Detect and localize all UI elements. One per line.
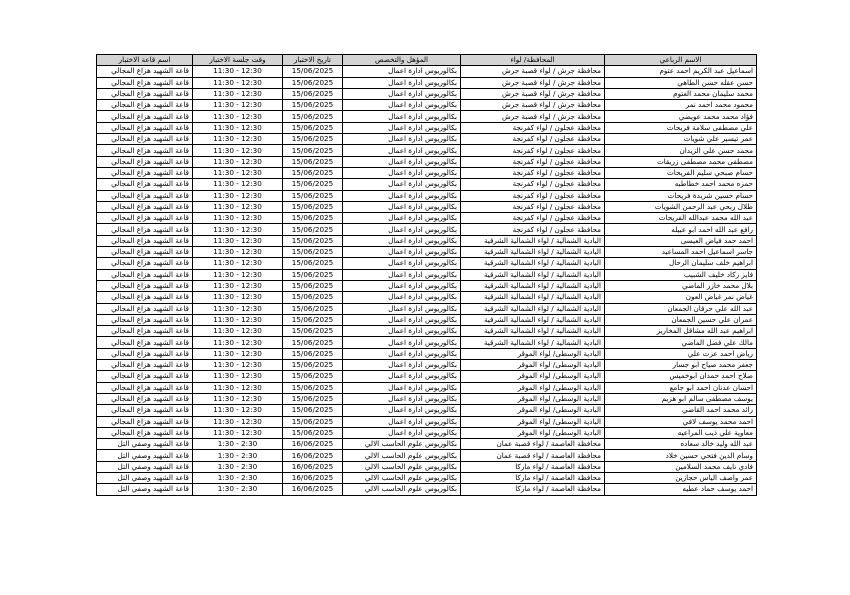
- cell-name: رافع عبد الله احمد ابو عبيله: [605, 224, 757, 235]
- cell-time: 11:30 - 12:30: [193, 224, 283, 235]
- cell-date: 15/06/2025: [283, 235, 343, 246]
- cell-date: 15/06/2025: [283, 427, 343, 438]
- cell-qualification: بكالوريوس ادارة اعمال: [343, 393, 461, 404]
- cell-time: 11:30 - 12:30: [193, 269, 283, 280]
- cell-qualification: بكالوريوس علوم الحاسب الالي: [343, 450, 461, 461]
- table-row: [97, 66, 757, 77]
- cell-governorate: البادية الشمالية / لواء الشمالية الشرقية: [461, 258, 605, 269]
- cell-date: 15/06/2025: [283, 382, 343, 393]
- cell-qualification: بكالوريوس ادارة اعمال: [343, 314, 461, 325]
- cell-governorate: البادية الشمالية / لواء الشمالية الشرقية: [461, 235, 605, 246]
- cell-hall: قاعة الشهيد هزاع المجالي: [97, 167, 193, 178]
- cell-governorate: محافظة جرش / لواء قصبة جرش: [461, 111, 605, 122]
- cell-date: 15/06/2025: [283, 111, 343, 122]
- table-row: [97, 145, 757, 156]
- cell-governorate: البادية الشمالية / لواء الشمالية الشرقية: [461, 292, 605, 303]
- cell-date: 15/06/2025: [283, 88, 343, 99]
- cell-governorate: محافظة عجلون / لواء كفرنجة: [461, 134, 605, 145]
- cell-name: حسن عقله حسن الطاهي: [605, 77, 757, 88]
- cell-governorate: البادية الشمالية / لواء الشمالية الشرقية: [461, 314, 605, 325]
- cell-date: 15/06/2025: [283, 326, 343, 337]
- cell-qualification: بكالوريوس علوم الحاسب الالي: [343, 472, 461, 483]
- cell-time: 11:30 - 12:30: [193, 393, 283, 404]
- table-row: [97, 167, 757, 178]
- cell-name: احمد يوسف حماد عطيه: [605, 484, 757, 495]
- cell-date: 15/06/2025: [283, 269, 343, 280]
- cell-hall: قاعة الشهيد هزاع المجالي: [97, 224, 193, 235]
- cell-governorate: البادية الوسطى/ لواء الموقر: [461, 427, 605, 438]
- cell-governorate: محافظة عجلون / لواء كفرنجة: [461, 167, 605, 178]
- cell-governorate: البادية الوسطى/ لواء الموقر: [461, 371, 605, 382]
- table-row: [97, 88, 757, 99]
- cell-hall: قاعة الشهيد هزاع المجالي: [97, 326, 193, 337]
- table-body: [97, 66, 757, 495]
- cell-name: محمود محمد احمد نمر: [605, 100, 757, 111]
- cell-date: 15/06/2025: [283, 348, 343, 359]
- cell-time: 11:30 - 12:30: [193, 314, 283, 325]
- cell-date: 15/06/2025: [283, 224, 343, 235]
- cell-time: 11:30 - 12:30: [193, 292, 283, 303]
- table-row: [97, 258, 757, 269]
- cell-hall: قاعة الشهيد هزاع المجالي: [97, 258, 193, 269]
- table-row: [97, 201, 757, 212]
- cell-governorate: البادية الشمالية / لواء الشمالية الشرقية: [461, 337, 605, 348]
- table-row: [97, 213, 757, 224]
- cell-hall: قاعة الشهيد وصفي التل: [97, 450, 193, 461]
- cell-hall: قاعة الشهيد هزاع المجالي: [97, 303, 193, 314]
- exam-schedule-table: [96, 54, 757, 496]
- table-row: [97, 405, 757, 416]
- cell-governorate: البادية الوسطى/ لواء الموقر: [461, 405, 605, 416]
- cell-name: محمد سليمان محمد العتوم: [605, 88, 757, 99]
- table-row: [97, 427, 757, 438]
- cell-qualification: بكالوريوس ادارة اعمال: [343, 134, 461, 145]
- cell-qualification: بكالوريوس ادارة اعمال: [343, 224, 461, 235]
- cell-governorate: البادية الشمالية / لواء الشمالية الشرقية: [461, 303, 605, 314]
- cell-qualification: بكالوريوس ادارة اعمال: [343, 77, 461, 88]
- cell-name: بلال محمد خازر الماضي: [605, 280, 757, 291]
- table-row: [97, 393, 757, 404]
- cell-time: 1:30 - 2:30: [193, 461, 283, 472]
- cell-qualification: بكالوريوس ادارة اعمال: [343, 100, 461, 111]
- cell-time: 11:30 - 12:30: [193, 405, 283, 416]
- cell-governorate: محافظة عجلون / لواء كفرنجة: [461, 156, 605, 167]
- cell-hall: قاعة الشهيد هزاع المجالي: [97, 371, 193, 382]
- table-row: [97, 224, 757, 235]
- cell-hall: قاعة الشهيد هزاع المجالي: [97, 427, 193, 438]
- header-date: تاريخ الاختبار: [283, 55, 343, 66]
- cell-date: 15/06/2025: [283, 134, 343, 145]
- table-row: [97, 156, 757, 167]
- cell-qualification: بكالوريوس ادارة اعمال: [343, 427, 461, 438]
- cell-governorate: محافظة العاصمة / لواء ماركا: [461, 461, 605, 472]
- cell-hall: قاعة الشهيد هزاع المجالي: [97, 190, 193, 201]
- table-row: [97, 280, 757, 291]
- cell-name: صلاح احمد حمدان ابوخميس: [605, 371, 757, 382]
- cell-name: عمران علي حسين الجمعان: [605, 314, 757, 325]
- cell-qualification: بكالوريوس ادارة اعمال: [343, 371, 461, 382]
- cell-hall: قاعة الشهيد هزاع المجالي: [97, 77, 193, 88]
- cell-time: 11:30 - 12:30: [193, 88, 283, 99]
- cell-governorate: البادية الشمالية / لواء الشمالية الشرقية: [461, 269, 605, 280]
- cell-time: 11:30 - 12:30: [193, 337, 283, 348]
- cell-time: 11:30 - 12:30: [193, 258, 283, 269]
- cell-hall: قاعة الشهيد وصفي التل: [97, 484, 193, 495]
- cell-name: عبد الله محمد عبدالله الفريحات: [605, 213, 757, 224]
- cell-qualification: بكالوريوس ادارة اعمال: [343, 111, 461, 122]
- cell-time: 1:30 - 2:30: [193, 472, 283, 483]
- cell-hall: قاعة الشهيد هزاع المجالي: [97, 416, 193, 427]
- cell-governorate: محافظة عجلون / لواء كفرنجة: [461, 201, 605, 212]
- cell-time: 11:30 - 12:30: [193, 201, 283, 212]
- cell-time: 11:30 - 12:30: [193, 348, 283, 359]
- cell-name: مالك علي فضل الماضي: [605, 337, 757, 348]
- cell-hall: قاعة الشهيد وصفي التل: [97, 461, 193, 472]
- cell-qualification: بكالوريوس ادارة اعمال: [343, 213, 461, 224]
- cell-hall: قاعة الشهيد هزاع المجالي: [97, 156, 193, 167]
- cell-qualification: بكالوريوس ادارة اعمال: [343, 326, 461, 337]
- cell-qualification: بكالوريوس ادارة اعمال: [343, 167, 461, 178]
- cell-hall: قاعة الشهيد هزاع المجالي: [97, 66, 193, 77]
- cell-date: 15/06/2025: [283, 303, 343, 314]
- cell-governorate: البادية الوسطى/ لواء الموقر: [461, 382, 605, 393]
- cell-time: 11:30 - 12:30: [193, 303, 283, 314]
- cell-date: 15/06/2025: [283, 360, 343, 371]
- cell-qualification: بكالوريوس ادارة اعمال: [343, 405, 461, 416]
- cell-time: 11:30 - 12:30: [193, 156, 283, 167]
- cell-time: 11:30 - 12:30: [193, 213, 283, 224]
- cell-governorate: البادية الوسطى/ لواء الموقر: [461, 393, 605, 404]
- table-row: [97, 472, 757, 483]
- cell-name: رائد محمد احمد القاضي: [605, 405, 757, 416]
- cell-time: 11:30 - 12:30: [193, 190, 283, 201]
- cell-qualification: بكالوريوس ادارة اعمال: [343, 88, 461, 99]
- cell-hall: قاعة الشهيد هزاع المجالي: [97, 292, 193, 303]
- cell-date: 15/06/2025: [283, 416, 343, 427]
- cell-qualification: بكالوريوس ادارة اعمال: [343, 247, 461, 258]
- cell-name: حسام حسين شريدة فريحات: [605, 190, 757, 201]
- cell-name: ابراهيم خلف سليمان الرحال: [605, 258, 757, 269]
- cell-qualification: بكالوريوس ادارة اعمال: [343, 416, 461, 427]
- cell-qualification: بكالوريوس علوم الحاسب الالي: [343, 461, 461, 472]
- cell-qualification: بكالوريوس ادارة اعمال: [343, 179, 461, 190]
- table-row: [97, 360, 757, 371]
- cell-governorate: محافظة العاصمة / لواء قصبة عمان: [461, 450, 605, 461]
- cell-date: 15/06/2025: [283, 179, 343, 190]
- cell-name: حمزه محمد احمد خطاطبه: [605, 179, 757, 190]
- cell-qualification: بكالوريوس ادارة اعمال: [343, 348, 461, 359]
- cell-time: 1:30 - 2:30: [193, 439, 283, 450]
- cell-governorate: محافظة عجلون / لواء كفرنجة: [461, 122, 605, 133]
- cell-date: 15/06/2025: [283, 201, 343, 212]
- cell-qualification: بكالوريوس ادارة اعمال: [343, 122, 461, 133]
- cell-hall: قاعة الشهيد هزاع المجالي: [97, 405, 193, 416]
- cell-hall: قاعة الشهيد هزاع المجالي: [97, 88, 193, 99]
- cell-governorate: محافظة عجلون / لواء كفرنجة: [461, 224, 605, 235]
- cell-time: 11:30 - 12:30: [193, 77, 283, 88]
- table-row: [97, 326, 757, 337]
- cell-time: 11:30 - 12:30: [193, 100, 283, 111]
- table-row: [97, 269, 757, 280]
- cell-name: محمد حسن علي الزيدان: [605, 145, 757, 156]
- cell-governorate: محافظة العاصمة / لواء قصبة عمان: [461, 439, 605, 450]
- cell-name: احمد محمد يوسف لافي: [605, 416, 757, 427]
- cell-date: 15/06/2025: [283, 167, 343, 178]
- cell-date: 15/06/2025: [283, 100, 343, 111]
- cell-hall: قاعة الشهيد هزاع المجالي: [97, 134, 193, 145]
- cell-time: 11:30 - 12:30: [193, 416, 283, 427]
- cell-qualification: بكالوريوس ادارة اعمال: [343, 190, 461, 201]
- table-row: [97, 77, 757, 88]
- cell-date: 15/06/2025: [283, 393, 343, 404]
- cell-name: علي مصطفى سلامة فريحات: [605, 122, 757, 133]
- cell-name: رياض احمد عزت علي: [605, 348, 757, 359]
- cell-time: 11:30 - 12:30: [193, 326, 283, 337]
- cell-hall: قاعة الشهيد هزاع المجالي: [97, 337, 193, 348]
- cell-date: 15/06/2025: [283, 371, 343, 382]
- cell-hall: قاعة الشهيد هزاع المجالي: [97, 382, 193, 393]
- cell-name: طلال ربحي عبد الرحمن الشويات: [605, 201, 757, 212]
- cell-hall: قاعة الشهيد هزاع المجالي: [97, 100, 193, 111]
- cell-governorate: محافظة عجلون / لواء كفرنجة: [461, 190, 605, 201]
- exam-schedule-sheet: [97, 54, 757, 496]
- cell-date: 16/06/2025: [283, 439, 343, 450]
- cell-name: مصطفى محمد مصطفى زريقات: [605, 156, 757, 167]
- cell-hall: قاعة الشهيد هزاع المجالي: [97, 111, 193, 122]
- header-name: الاسم الرباعي: [605, 55, 757, 66]
- cell-governorate: محافظة جرش / لواء قصبة جرش: [461, 77, 605, 88]
- cell-date: 15/06/2025: [283, 405, 343, 416]
- cell-name: فؤاد محمد محمد عويضي: [605, 111, 757, 122]
- cell-governorate: محافظة جرش / لواء قصبة جرش: [461, 88, 605, 99]
- table-row: [97, 382, 757, 393]
- cell-governorate: محافظة العاصمة / لواء ماركا: [461, 484, 605, 495]
- table-row: [97, 190, 757, 201]
- cell-qualification: بكالوريوس ادارة اعمال: [343, 269, 461, 280]
- table-row: [97, 247, 757, 258]
- table-row: [97, 314, 757, 325]
- cell-qualification: بكالوريوس ادارة اعمال: [343, 201, 461, 212]
- cell-governorate: محافظة عجلون / لواء كفرنجة: [461, 179, 605, 190]
- header-row: [97, 55, 757, 66]
- cell-name: وسام الدين فتحي حسين خلاد: [605, 450, 757, 461]
- cell-name: فادي نايف محمد السلامين: [605, 461, 757, 472]
- cell-time: 1:30 - 2:30: [193, 450, 283, 461]
- cell-hall: قاعة الشهيد هزاع المجالي: [97, 269, 193, 280]
- table-row: [97, 461, 757, 472]
- cell-governorate: البادية الوسطى/ لواء الموقر: [461, 360, 605, 371]
- cell-qualification: بكالوريوس ادارة اعمال: [343, 337, 461, 348]
- cell-time: 11:30 - 12:30: [193, 382, 283, 393]
- cell-name: عبد الله علي حرقان الجمعان: [605, 303, 757, 314]
- cell-time: 11:30 - 12:30: [193, 122, 283, 133]
- cell-time: 11:30 - 12:30: [193, 360, 283, 371]
- cell-hall: قاعة الشهيد هزاع المجالي: [97, 393, 193, 404]
- cell-governorate: محافظة جرش / لواء قصبة جرش: [461, 100, 605, 111]
- cell-time: 11:30 - 12:30: [193, 427, 283, 438]
- cell-hall: قاعة الشهيد هزاع المجالي: [97, 201, 193, 212]
- cell-governorate: البادية الشمالية / لواء الشمالية الشرقية: [461, 326, 605, 337]
- cell-time: 11:30 - 12:30: [193, 111, 283, 122]
- cell-name: عبد الله وليد خالد سعاده: [605, 439, 757, 450]
- cell-governorate: البادية الوسطى/ لواء الموقر: [461, 416, 605, 427]
- cell-qualification: بكالوريوس علوم الحاسب الالي: [343, 439, 461, 450]
- table-row: [97, 484, 757, 495]
- cell-date: 15/06/2025: [283, 314, 343, 325]
- table-row: [97, 371, 757, 382]
- cell-time: 11:30 - 12:30: [193, 167, 283, 178]
- cell-qualification: بكالوريوس ادارة اعمال: [343, 235, 461, 246]
- cell-hall: قاعة الشهيد وصفي التل: [97, 472, 193, 483]
- cell-date: 15/06/2025: [283, 145, 343, 156]
- cell-date: 15/06/2025: [283, 292, 343, 303]
- cell-name: احمد حمد فياض العيسى: [605, 235, 757, 246]
- cell-hall: قاعة الشهيد هزاع المجالي: [97, 247, 193, 258]
- cell-qualification: بكالوريوس علوم الحاسب الالي: [343, 484, 461, 495]
- cell-hall: قاعة الشهيد هزاع المجالي: [97, 348, 193, 359]
- header-qualification: المؤهل والتخصص: [343, 55, 461, 66]
- cell-name: فايز زكاد خليف الشبيب: [605, 269, 757, 280]
- table-row: [97, 416, 757, 427]
- cell-date: 16/06/2025: [283, 461, 343, 472]
- cell-governorate: محافظة جرش / لواء قصبة جرش: [461, 66, 605, 77]
- cell-name: يوسف مصطفى سالم ابو هزيم: [605, 393, 757, 404]
- cell-hall: قاعة الشهيد هزاع المجالي: [97, 145, 193, 156]
- cell-qualification: بكالوريوس ادارة اعمال: [343, 292, 461, 303]
- cell-date: 16/06/2025: [283, 450, 343, 461]
- cell-name: جعفر محمد صياح ابو جسار: [605, 360, 757, 371]
- cell-time: 11:30 - 12:30: [193, 179, 283, 190]
- cell-name: معاوية علي ذيب المراعيه: [605, 427, 757, 438]
- cell-date: 15/06/2025: [283, 122, 343, 133]
- cell-hall: قاعة الشهيد هزاع المجالي: [97, 280, 193, 291]
- cell-name: احسان عدنان احمد ابو جامع: [605, 382, 757, 393]
- cell-name: غياض نمر غياض العون: [605, 292, 757, 303]
- cell-date: 15/06/2025: [283, 156, 343, 167]
- cell-qualification: بكالوريوس ادارة اعمال: [343, 280, 461, 291]
- cell-hall: قاعة الشهيد هزاع المجالي: [97, 122, 193, 133]
- cell-governorate: محافظة العاصمة / لواء ماركا: [461, 472, 605, 483]
- cell-hall: قاعة الشهيد هزاع المجالي: [97, 360, 193, 371]
- cell-qualification: بكالوريوس ادارة اعمال: [343, 360, 461, 371]
- cell-name: ابراهيم عبد الله مشاقل المخاريز: [605, 326, 757, 337]
- cell-date: 16/06/2025: [283, 484, 343, 495]
- cell-governorate: البادية الشمالية / لواء الشمالية الشرقية: [461, 280, 605, 291]
- cell-time: 11:30 - 12:30: [193, 66, 283, 77]
- cell-qualification: بكالوريوس ادارة اعمال: [343, 382, 461, 393]
- cell-date: 15/06/2025: [283, 66, 343, 77]
- cell-time: 11:30 - 12:30: [193, 134, 283, 145]
- cell-date: 15/06/2025: [283, 258, 343, 269]
- table-row: [97, 111, 757, 122]
- cell-name: جاسر اسماعيل احمد المساعيد: [605, 247, 757, 258]
- table-row: [97, 292, 757, 303]
- table-row: [97, 450, 757, 461]
- table-row: [97, 134, 757, 145]
- table-row: [97, 348, 757, 359]
- cell-qualification: بكالوريوس ادارة اعمال: [343, 66, 461, 77]
- cell-qualification: بكالوريوس ادارة اعمال: [343, 303, 461, 314]
- cell-governorate: محافظة عجلون / لواء كفرنجة: [461, 145, 605, 156]
- cell-qualification: بكالوريوس ادارة اعمال: [343, 156, 461, 167]
- header-hall: اسم قاعة الاختبار: [97, 55, 193, 66]
- cell-time: 11:30 - 12:30: [193, 247, 283, 258]
- cell-name: عمر واصف الياس حجازين: [605, 472, 757, 483]
- header-time: وقت جلسة الاختبار: [193, 55, 283, 66]
- cell-time: 11:30 - 12:30: [193, 371, 283, 382]
- cell-date: 15/06/2025: [283, 337, 343, 348]
- cell-governorate: البادية الشمالية / لواء الشمالية الشرقية: [461, 247, 605, 258]
- cell-hall: قاعة الشهيد هزاع المجالي: [97, 235, 193, 246]
- cell-name: عمر تيسير علي شويات: [605, 134, 757, 145]
- cell-date: 15/06/2025: [283, 190, 343, 201]
- cell-name: اسماعيل عبد الكريم احمد عتوم: [605, 66, 757, 77]
- cell-date: 16/06/2025: [283, 472, 343, 483]
- cell-date: 15/06/2025: [283, 280, 343, 291]
- table-row: [97, 439, 757, 450]
- header-governorate: المحافظة/ لواء: [461, 55, 605, 66]
- cell-governorate: البادية الوسطى/ لواء الموقر: [461, 348, 605, 359]
- cell-time: 11:30 - 12:30: [193, 145, 283, 156]
- cell-qualification: بكالوريوس ادارة اعمال: [343, 258, 461, 269]
- table-row: [97, 235, 757, 246]
- cell-hall: قاعة الشهيد هزاع المجالي: [97, 213, 193, 224]
- cell-governorate: محافظة عجلون / لواء كفرنجة: [461, 213, 605, 224]
- cell-name: حسام صبحي سليم الفريحات: [605, 167, 757, 178]
- table-row: [97, 303, 757, 314]
- cell-date: 15/06/2025: [283, 213, 343, 224]
- cell-time: 11:30 - 12:30: [193, 280, 283, 291]
- cell-date: 15/06/2025: [283, 247, 343, 258]
- table-row: [97, 100, 757, 111]
- cell-hall: قاعة الشهيد وصفي التل: [97, 439, 193, 450]
- cell-hall: قاعة الشهيد هزاع المجالي: [97, 314, 193, 325]
- table-row: [97, 337, 757, 348]
- cell-date: 15/06/2025: [283, 77, 343, 88]
- cell-time: 1:30 - 2:30: [193, 484, 283, 495]
- cell-hall: قاعة الشهيد هزاع المجالي: [97, 179, 193, 190]
- cell-time: 11:30 - 12:30: [193, 235, 283, 246]
- table-row: [97, 122, 757, 133]
- table-row: [97, 179, 757, 190]
- cell-qualification: بكالوريوس ادارة اعمال: [343, 145, 461, 156]
